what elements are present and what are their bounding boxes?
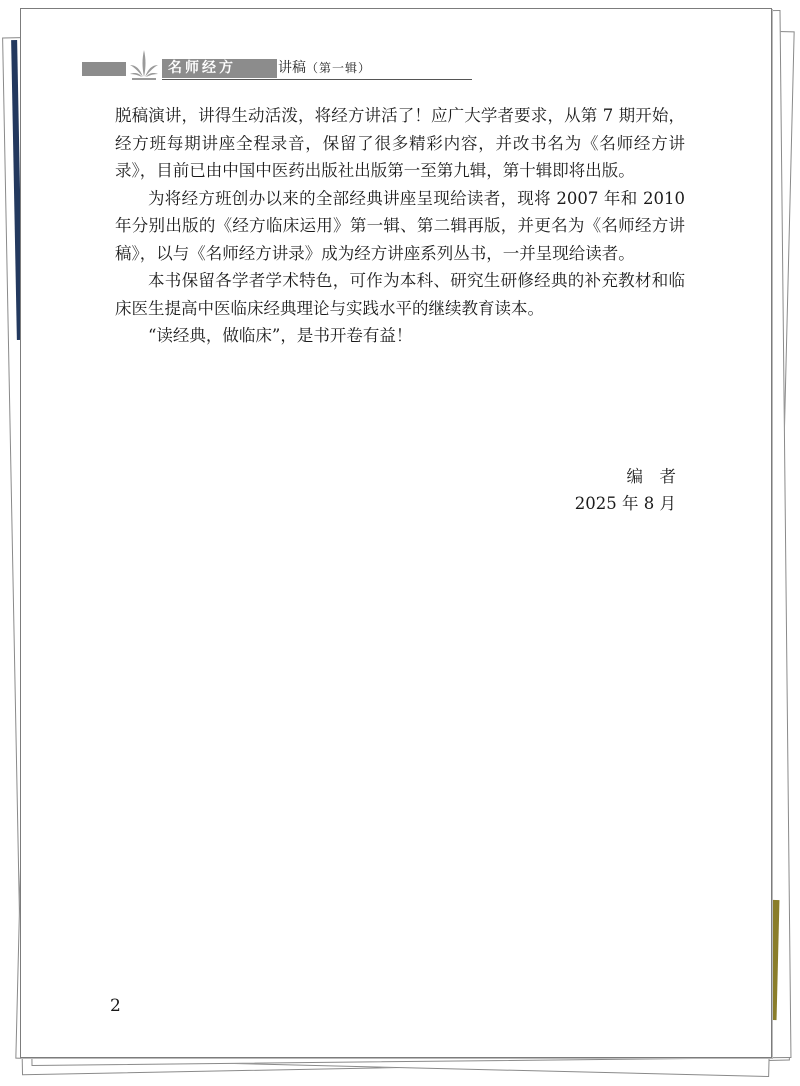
volume-subtitle: （第一辑） bbox=[306, 61, 372, 75]
page-number: 2 bbox=[110, 996, 121, 1016]
leaf-sprout-icon bbox=[128, 47, 160, 81]
title-tail-text: 讲稿 bbox=[278, 60, 306, 76]
paragraph: “读经典，做临床”，是书开卷有益！ bbox=[148, 326, 413, 345]
signature-author: 编 者 bbox=[626, 467, 676, 486]
series-title-tail bbox=[278, 59, 371, 78]
paragraph: 本书保留各学者学术特色，可作为本科、研究生研修经典的补充教材和临床医生提高中医临床经典理论与实践水平的继续教育读本。 bbox=[115, 271, 685, 318]
header-gray-block bbox=[82, 62, 126, 76]
paragraph: 为将经方班创办以来的全部经典讲座呈现给读者，现将 2007 年和 2010 年分别出版的《经方临床运用》第一辑、第二辑再版，并更名为《名师经方讲稿》，以与《名师经方讲录》成为经方讲座系列丛书，一并呈现给读者。 bbox=[115, 188, 685, 263]
body-text bbox=[115, 102, 685, 350]
series-title: 名师经方 bbox=[162, 59, 277, 78]
paragraph: 脱稿演讲，讲得生动活泼，将经方讲活了！应广大学者要求，从第 7 期开始，经方班每期讲座全程录音，保留了很多精彩内容，并改书名为《名师经方讲录》，目前已由中国中医药出版社出版第一至第九辑，第十辑即将出版。 bbox=[115, 106, 685, 180]
header-rule bbox=[162, 79, 472, 80]
running-header bbox=[82, 47, 392, 83]
signature-date: 2025 年 8 月 bbox=[574, 494, 676, 513]
